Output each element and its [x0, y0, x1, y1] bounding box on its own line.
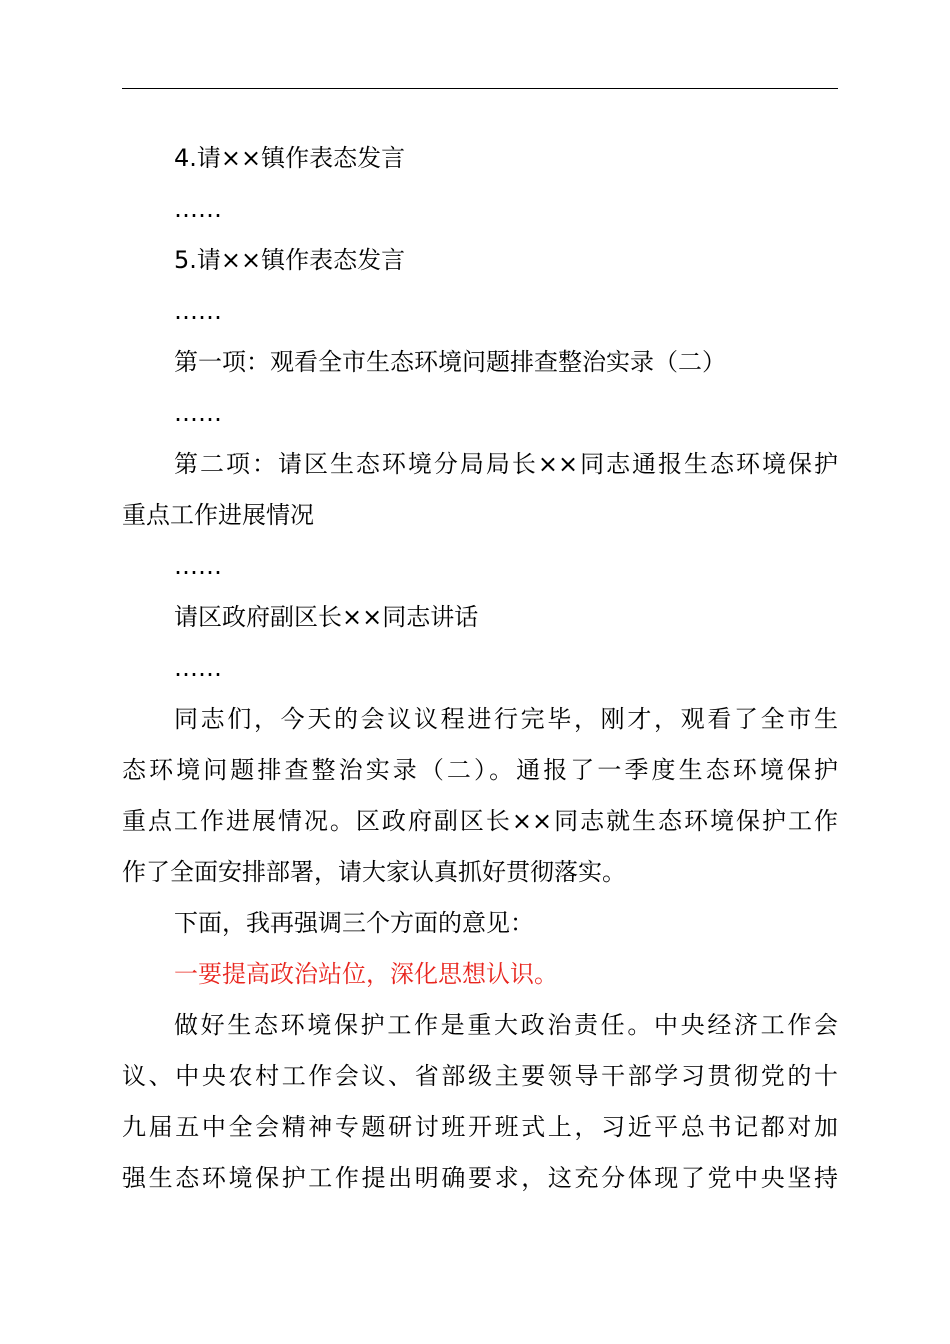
intro-line: 下面，我再强调三个方面的意见： — [174, 909, 534, 937]
document-body — [122, 133, 838, 1204]
header-rule — [122, 88, 838, 89]
body-paragraph-line: 强生态环境保护工作提出明确要求，这充分体现了党中央坚持 — [122, 1164, 838, 1192]
body-paragraph-line: 做好生态环境保护工作是重大政治责任。中央经济工作会 — [174, 1011, 838, 1039]
speech-invite-line: 请区政府副区长××同志讲话 — [174, 603, 479, 631]
agenda-item-2: 第二项：请区生态环境分局局长××同志通报生态环境保护 — [174, 450, 838, 478]
summary-paragraph-line: 作了全面安排部署，请大家认真抓好贯彻落实。 — [122, 858, 626, 886]
ellipsis-line: …… — [174, 654, 222, 682]
agenda-item-1: 第一项：观看全市生态环境问题排查整治实录（二） — [174, 348, 726, 376]
agenda-item-2-cont: 重点工作进展情况 — [122, 501, 314, 529]
ellipsis-line: …… — [174, 552, 222, 580]
item-5-line: 5.请××镇作表态发言 — [174, 246, 406, 274]
ellipsis-line: …… — [174, 399, 222, 427]
section-heading-1: 一要提高政治站位，深化思想认识。 — [174, 960, 558, 988]
summary-paragraph-line: 重点工作进展情况。区政府副区长××同志就生态环境保护工作 — [122, 807, 838, 835]
body-paragraph-line: 议、中央农村工作会议、省部级主要领导干部学习贯彻党的十 — [122, 1062, 838, 1090]
summary-paragraph-line: 态环境问题排查整治实录（二）。通报了一季度生态环境保护 — [122, 756, 838, 784]
ellipsis-line: …… — [174, 195, 222, 223]
item-4-line: 4.请××镇作表态发言 — [174, 144, 406, 172]
ellipsis-line: …… — [174, 297, 222, 325]
body-paragraph-line: 九届五中全会精神专题研讨班开班式上，习近平总书记都对加 — [122, 1113, 838, 1141]
summary-paragraph-line: 同志们，今天的会议议程进行完毕，刚才，观看了全市生 — [174, 705, 838, 733]
